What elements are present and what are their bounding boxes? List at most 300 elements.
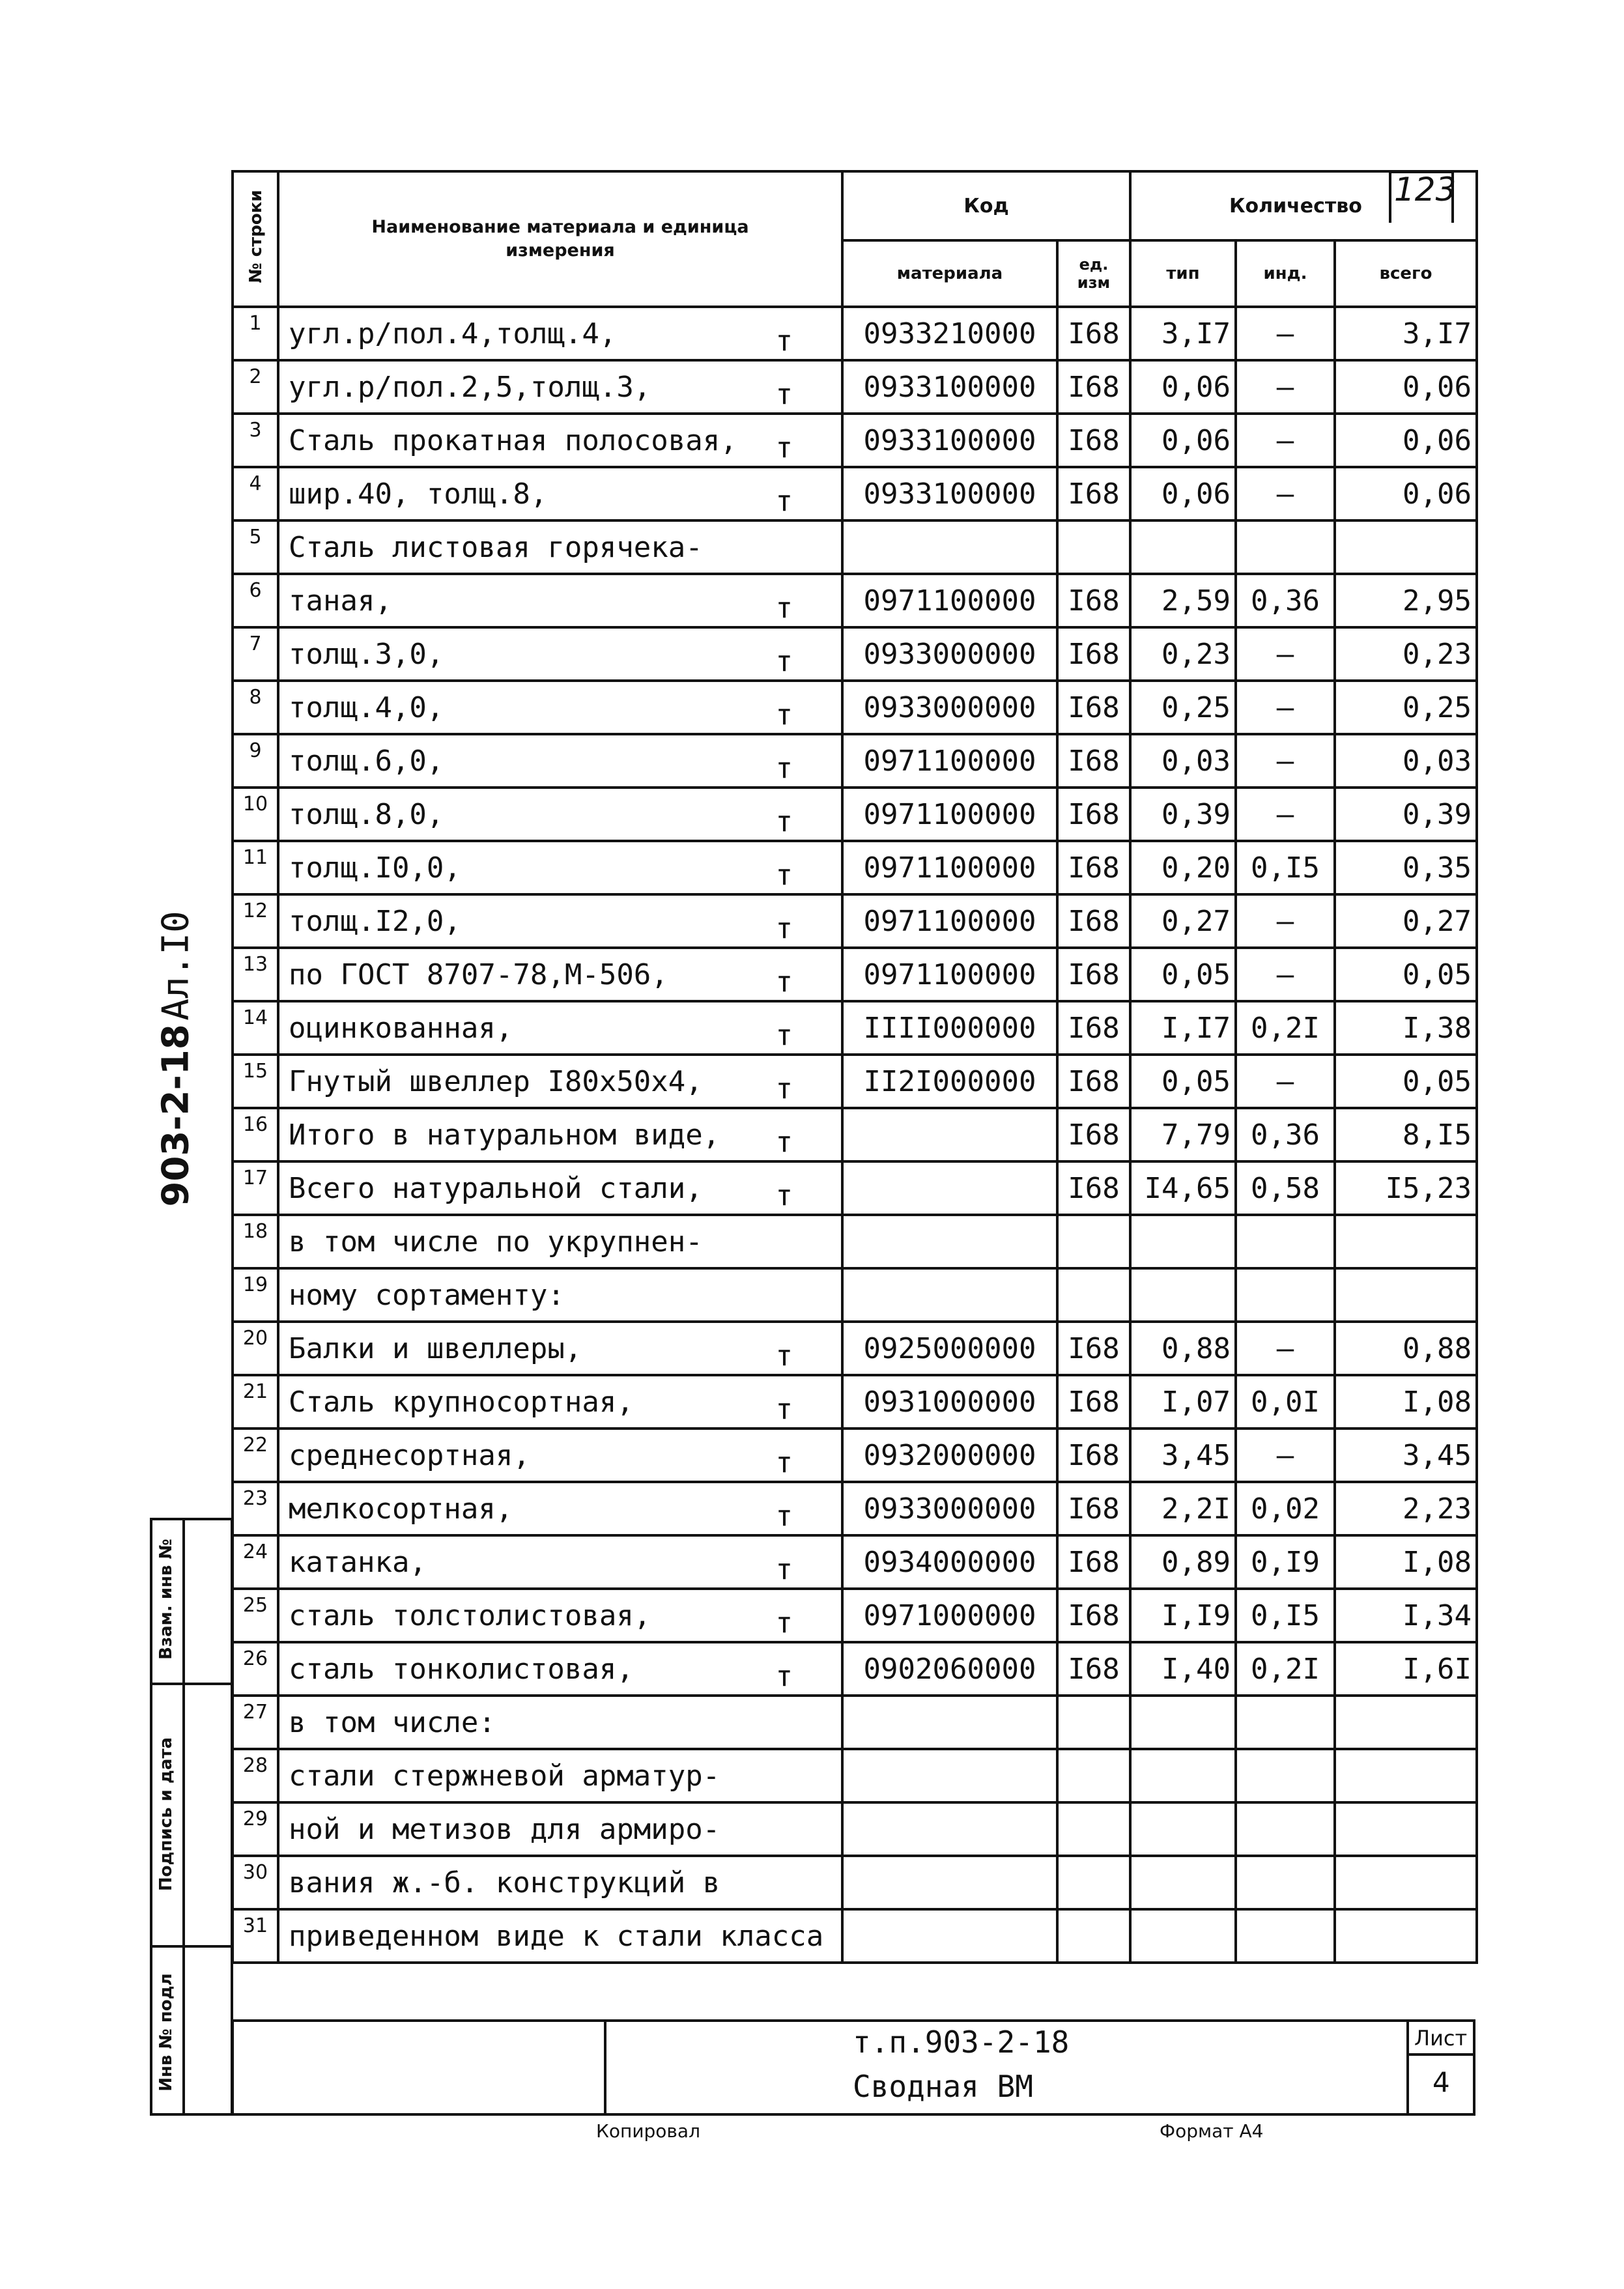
qty-tip: 7,79 bbox=[1130, 1108, 1236, 1161]
material-code: 0925000000 bbox=[842, 1322, 1057, 1375]
material-code: 0933100000 bbox=[842, 414, 1057, 467]
row-number: 12 bbox=[233, 894, 278, 948]
qty-total: 2,95 bbox=[1335, 574, 1477, 627]
qty-tip: 0,27 bbox=[1130, 894, 1236, 948]
row-number: 30 bbox=[233, 1856, 278, 1909]
material-name bbox=[278, 1535, 842, 1589]
qty-tip: 0,06 bbox=[1130, 360, 1236, 414]
qty-tip bbox=[1130, 1749, 1236, 1802]
material-name bbox=[278, 1215, 842, 1268]
unit-code: I68 bbox=[1057, 574, 1130, 627]
row-number: 26 bbox=[233, 1642, 278, 1696]
table-row bbox=[233, 1322, 1477, 1375]
material-name-text: среднесортная, bbox=[289, 1438, 530, 1472]
unit-of-measure: т bbox=[775, 1126, 793, 1159]
table-row bbox=[233, 520, 1477, 574]
unit-of-measure: т bbox=[775, 324, 793, 358]
unit-of-measure: т bbox=[775, 431, 793, 464]
unit-of-measure: т bbox=[775, 1019, 793, 1052]
qty-total: I,6I bbox=[1335, 1642, 1477, 1696]
table-row bbox=[233, 1161, 1477, 1215]
qty-ind bbox=[1236, 520, 1335, 574]
unit-of-measure: т bbox=[775, 1179, 793, 1212]
qty-ind: – bbox=[1236, 734, 1335, 788]
unit-of-measure: т bbox=[775, 752, 793, 785]
unit-of-measure: т bbox=[775, 912, 793, 945]
qty-tip: 0,20 bbox=[1130, 841, 1236, 894]
unit-of-measure: т bbox=[775, 698, 793, 732]
unit-code bbox=[1057, 1909, 1130, 1963]
table-row bbox=[233, 1482, 1477, 1535]
table-row bbox=[233, 307, 1477, 360]
side-stamp-hline bbox=[150, 1945, 233, 1948]
material-code: 0971100000 bbox=[842, 788, 1057, 841]
side-vzam-label: Взам. инв № bbox=[156, 1539, 176, 1660]
material-name bbox=[278, 1909, 842, 1963]
qty-ind: 0,58 bbox=[1236, 1161, 1335, 1215]
unit-code: I68 bbox=[1057, 1482, 1130, 1535]
qty-tip bbox=[1130, 1909, 1236, 1963]
material-name-text: Итого в натуральном виде, bbox=[289, 1118, 720, 1152]
qty-ind bbox=[1236, 1802, 1335, 1856]
material-name-text: толщ.I0,0, bbox=[289, 851, 461, 885]
material-name-text: угл.р/пол.4,толщ.4, bbox=[289, 317, 617, 350]
material-name bbox=[278, 788, 842, 841]
material-name-text: в том числе по укрупнен- bbox=[289, 1225, 703, 1258]
qty-total: 0,05 bbox=[1335, 1055, 1477, 1108]
qty-total: I,08 bbox=[1335, 1375, 1477, 1429]
qty-ind bbox=[1236, 1215, 1335, 1268]
row-number: 10 bbox=[233, 788, 278, 841]
unit-code bbox=[1057, 1802, 1130, 1856]
material-name-text: толщ.8,0, bbox=[289, 797, 444, 831]
table-row bbox=[233, 1856, 1477, 1909]
material-name bbox=[278, 627, 842, 681]
side-podpis-label: Подпись и дата bbox=[156, 1737, 176, 1892]
qty-tip: 0,03 bbox=[1130, 734, 1236, 788]
qty-ind: 0,I5 bbox=[1236, 1589, 1335, 1642]
qty-total: 8,I5 bbox=[1335, 1108, 1477, 1161]
row-number: 1 bbox=[233, 307, 278, 360]
qty-tip bbox=[1130, 520, 1236, 574]
unit-of-measure: т bbox=[775, 965, 793, 999]
material-code: II2I000000 bbox=[842, 1055, 1057, 1108]
qty-tip: I,I7 bbox=[1130, 1001, 1236, 1055]
unit-code: I68 bbox=[1057, 1001, 1130, 1055]
qty-total: 0,05 bbox=[1335, 948, 1477, 1001]
material-code: 0933100000 bbox=[842, 467, 1057, 520]
row-number: 21 bbox=[233, 1375, 278, 1429]
unit-code: I68 bbox=[1057, 841, 1130, 894]
material-name-text: Всего натуральной стали, bbox=[289, 1171, 703, 1205]
header-ind: инд. bbox=[1236, 240, 1335, 307]
qty-total bbox=[1335, 1215, 1477, 1268]
material-name-text: Гнутый швеллер I80х50х4, bbox=[289, 1064, 703, 1098]
unit-of-measure: т bbox=[775, 1393, 793, 1426]
unit-of-measure: т bbox=[775, 485, 793, 518]
material-name-text: оцинкованная, bbox=[289, 1011, 513, 1045]
material-name bbox=[278, 520, 842, 574]
header-qty: Количество bbox=[1130, 171, 1477, 240]
table-row bbox=[233, 1108, 1477, 1161]
row-number: 15 bbox=[233, 1055, 278, 1108]
table-row bbox=[233, 1215, 1477, 1268]
row-number: 27 bbox=[233, 1696, 278, 1749]
table-row bbox=[233, 1802, 1477, 1856]
unit-code bbox=[1057, 1856, 1130, 1909]
materials-table bbox=[231, 170, 1478, 1964]
material-name-text: приведенном виде к стали класса bbox=[289, 1919, 824, 1953]
unit-code: I68 bbox=[1057, 1055, 1130, 1108]
unit-code bbox=[1057, 1696, 1130, 1749]
row-number: 24 bbox=[233, 1535, 278, 1589]
qty-tip: I4,65 bbox=[1130, 1161, 1236, 1215]
material-name-text: ному сортаменту: bbox=[289, 1278, 565, 1312]
qty-ind: 0,2I bbox=[1236, 1001, 1335, 1055]
unit-code: I68 bbox=[1057, 1108, 1130, 1161]
material-name bbox=[278, 894, 842, 948]
qty-total: I5,23 bbox=[1335, 1161, 1477, 1215]
material-code bbox=[842, 1802, 1057, 1856]
material-name bbox=[278, 467, 842, 520]
material-code bbox=[842, 1161, 1057, 1215]
material-name bbox=[278, 734, 842, 788]
row-number: 8 bbox=[233, 681, 278, 734]
material-code: 0933000000 bbox=[842, 681, 1057, 734]
material-name bbox=[278, 360, 842, 414]
row-number: 16 bbox=[233, 1108, 278, 1161]
row-number: 31 bbox=[233, 1909, 278, 1963]
material-name bbox=[278, 948, 842, 1001]
qty-tip: 0,06 bbox=[1130, 467, 1236, 520]
material-code: 0971000000 bbox=[842, 1589, 1057, 1642]
qty-ind: 0,0I bbox=[1236, 1375, 1335, 1429]
side-inv-label: Инв № подл bbox=[156, 1973, 176, 2092]
qty-ind: 0,2I bbox=[1236, 1642, 1335, 1696]
unit-of-measure: т bbox=[775, 591, 793, 625]
qty-ind: – bbox=[1236, 467, 1335, 520]
table-row bbox=[233, 627, 1477, 681]
row-number: 19 bbox=[233, 1268, 278, 1322]
qty-tip: I,07 bbox=[1130, 1375, 1236, 1429]
material-code: 0971100000 bbox=[842, 734, 1057, 788]
qty-tip: 2,59 bbox=[1130, 574, 1236, 627]
material-code bbox=[842, 1108, 1057, 1161]
material-name-text: Балки и швеллеры, bbox=[289, 1331, 582, 1365]
unit-code: I68 bbox=[1057, 1535, 1130, 1589]
material-code: 0971100000 bbox=[842, 841, 1057, 894]
qty-ind: – bbox=[1236, 360, 1335, 414]
header-unit: ед. изм bbox=[1057, 240, 1130, 307]
unit-of-measure: т bbox=[775, 859, 793, 892]
qty-total: 0,88 bbox=[1335, 1322, 1477, 1375]
qty-total: 3,I7 bbox=[1335, 307, 1477, 360]
material-name bbox=[278, 841, 842, 894]
qty-tip: 3,I7 bbox=[1130, 307, 1236, 360]
qty-tip: 0,88 bbox=[1130, 1322, 1236, 1375]
qty-ind: 0,I9 bbox=[1236, 1535, 1335, 1589]
material-name-text: стали стержневой арматур- bbox=[289, 1759, 720, 1793]
qty-total: 0,06 bbox=[1335, 360, 1477, 414]
material-code: 0934000000 bbox=[842, 1535, 1057, 1589]
material-name bbox=[278, 1749, 842, 1802]
table-row bbox=[233, 1749, 1477, 1802]
row-number: 3 bbox=[233, 414, 278, 467]
qty-tip: 0,06 bbox=[1130, 414, 1236, 467]
table-row bbox=[233, 734, 1477, 788]
table-row bbox=[233, 788, 1477, 841]
qty-tip bbox=[1130, 1215, 1236, 1268]
qty-ind: – bbox=[1236, 627, 1335, 681]
material-name-text: сталь тонколистовая, bbox=[289, 1652, 634, 1686]
material-name-text: Сталь крупносортная, bbox=[289, 1385, 634, 1419]
material-name-text: ной и метизов для армиро- bbox=[289, 1812, 720, 1846]
material-name bbox=[278, 1429, 842, 1482]
side-stamp-hline bbox=[150, 1683, 233, 1685]
table-row bbox=[233, 1001, 1477, 1055]
unit-code: I68 bbox=[1057, 1642, 1130, 1696]
qty-tip: 0,89 bbox=[1130, 1535, 1236, 1589]
footer-sheet-label: Лист bbox=[1414, 2026, 1468, 2051]
material-code: 0933000000 bbox=[842, 627, 1057, 681]
material-name-text: по ГОСТ 8707-78,М-506, bbox=[289, 958, 668, 991]
table-row bbox=[233, 467, 1477, 520]
unit-code bbox=[1057, 520, 1130, 574]
footer-sheet-num: 4 bbox=[1432, 2066, 1450, 2098]
material-name bbox=[278, 1055, 842, 1108]
table-row bbox=[233, 841, 1477, 894]
qty-tip bbox=[1130, 1856, 1236, 1909]
material-code bbox=[842, 1696, 1057, 1749]
row-number: 23 bbox=[233, 1482, 278, 1535]
header-material: материала bbox=[842, 240, 1057, 307]
qty-total: 0,06 bbox=[1335, 414, 1477, 467]
material-name bbox=[278, 1482, 842, 1535]
table-row bbox=[233, 1589, 1477, 1642]
material-name-text: таная, bbox=[289, 584, 392, 618]
unit-code: I68 bbox=[1057, 948, 1130, 1001]
material-name-text: толщ.I2,0, bbox=[289, 904, 461, 938]
material-name bbox=[278, 414, 842, 467]
qty-ind: – bbox=[1236, 414, 1335, 467]
header-row-num: № строки bbox=[233, 171, 278, 307]
qty-total: 0,25 bbox=[1335, 681, 1477, 734]
page-number: 123 bbox=[1394, 171, 1457, 208]
format-label: Формат А4 bbox=[1160, 2120, 1264, 2142]
material-name bbox=[278, 1268, 842, 1322]
row-number: 17 bbox=[233, 1161, 278, 1215]
qty-total: 0,06 bbox=[1335, 467, 1477, 520]
qty-total bbox=[1335, 1802, 1477, 1856]
header-code: Код bbox=[842, 171, 1130, 240]
qty-total: 0,23 bbox=[1335, 627, 1477, 681]
qty-tip bbox=[1130, 1268, 1236, 1322]
side-stamp-vline bbox=[182, 1518, 185, 2116]
material-name bbox=[278, 1322, 842, 1375]
qty-tip: I,40 bbox=[1130, 1642, 1236, 1696]
material-name-text: сталь толстолистовая, bbox=[289, 1599, 651, 1632]
material-name-text: катанка, bbox=[289, 1545, 427, 1579]
row-number: 13 bbox=[233, 948, 278, 1001]
qty-ind: 0,36 bbox=[1236, 1108, 1335, 1161]
qty-ind bbox=[1236, 1909, 1335, 1963]
qty-tip: 0,05 bbox=[1130, 948, 1236, 1001]
material-name bbox=[278, 1856, 842, 1909]
qty-ind: – bbox=[1236, 1055, 1335, 1108]
title-block bbox=[231, 2019, 1475, 2116]
material-code: 0931000000 bbox=[842, 1375, 1057, 1429]
unit-code: I68 bbox=[1057, 734, 1130, 788]
material-name bbox=[278, 307, 842, 360]
unit-code: I68 bbox=[1057, 1429, 1130, 1482]
unit-of-measure: т bbox=[775, 1553, 793, 1586]
qty-ind: – bbox=[1236, 307, 1335, 360]
material-name-text: вания ж.-б. конструкций в bbox=[289, 1866, 720, 1899]
material-code bbox=[842, 1749, 1057, 1802]
unit-of-measure: т bbox=[775, 1660, 793, 1693]
qty-ind: – bbox=[1236, 1429, 1335, 1482]
qty-total bbox=[1335, 1909, 1477, 1963]
unit-of-measure: т bbox=[775, 1072, 793, 1105]
material-name bbox=[278, 1001, 842, 1055]
header-total: всего bbox=[1335, 240, 1477, 307]
row-number: 20 bbox=[233, 1322, 278, 1375]
unit-of-measure: т bbox=[775, 1339, 793, 1372]
material-code: 0971100000 bbox=[842, 948, 1057, 1001]
header-tip: тип bbox=[1130, 240, 1236, 307]
unit-of-measure: т bbox=[775, 1500, 793, 1533]
qty-ind bbox=[1236, 1268, 1335, 1322]
unit-code: I68 bbox=[1057, 414, 1130, 467]
qty-total bbox=[1335, 1749, 1477, 1802]
unit-code: I68 bbox=[1057, 467, 1130, 520]
material-name bbox=[278, 1161, 842, 1215]
row-number: 25 bbox=[233, 1589, 278, 1642]
table-row bbox=[233, 1055, 1477, 1108]
row-number: 18 bbox=[233, 1215, 278, 1268]
row-number: 28 bbox=[233, 1749, 278, 1802]
qty-total: I,08 bbox=[1335, 1535, 1477, 1589]
material-code: 0933100000 bbox=[842, 360, 1057, 414]
row-number: 6 bbox=[233, 574, 278, 627]
qty-total bbox=[1335, 1696, 1477, 1749]
row-number: 14 bbox=[233, 1001, 278, 1055]
unit-of-measure: т bbox=[775, 1606, 793, 1640]
qty-ind: 0,02 bbox=[1236, 1482, 1335, 1535]
table-row bbox=[233, 1268, 1477, 1322]
table-row bbox=[233, 414, 1477, 467]
material-name-text: в том числе: bbox=[289, 1705, 496, 1739]
qty-total: 2,23 bbox=[1335, 1482, 1477, 1535]
material-name bbox=[278, 1802, 842, 1856]
material-name-text: угл.р/пол.2,5,толщ.3, bbox=[289, 370, 651, 404]
qty-total: I,34 bbox=[1335, 1589, 1477, 1642]
table-row bbox=[233, 1429, 1477, 1482]
table-row bbox=[233, 1535, 1477, 1589]
table-row bbox=[233, 894, 1477, 948]
row-number: 4 bbox=[233, 467, 278, 520]
material-code: 0971100000 bbox=[842, 574, 1057, 627]
unit-code bbox=[1057, 1215, 1130, 1268]
material-code: 0971100000 bbox=[842, 894, 1057, 948]
material-code: IIII000000 bbox=[842, 1001, 1057, 1055]
qty-tip: I,I9 bbox=[1130, 1589, 1236, 1642]
qty-ind: – bbox=[1236, 1322, 1335, 1375]
qty-tip: 0,25 bbox=[1130, 681, 1236, 734]
row-number: 5 bbox=[233, 520, 278, 574]
material-code: 0933210000 bbox=[842, 307, 1057, 360]
row-number: 22 bbox=[233, 1429, 278, 1482]
qty-total: 0,39 bbox=[1335, 788, 1477, 841]
material-name bbox=[278, 1642, 842, 1696]
qty-ind: 0,I5 bbox=[1236, 841, 1335, 894]
footer-doc-title: Сводная ВМ bbox=[853, 2069, 1033, 2104]
qty-ind: – bbox=[1236, 681, 1335, 734]
material-code: 0902060000 bbox=[842, 1642, 1057, 1696]
qty-ind bbox=[1236, 1696, 1335, 1749]
table-row bbox=[233, 1909, 1477, 1963]
qty-total bbox=[1335, 1856, 1477, 1909]
row-number: 7 bbox=[233, 627, 278, 681]
material-name-text: Сталь листовая горячека- bbox=[289, 530, 703, 564]
unit-code: I68 bbox=[1057, 1322, 1130, 1375]
unit-of-measure: т bbox=[775, 1446, 793, 1479]
unit-code: I68 bbox=[1057, 360, 1130, 414]
qty-tip: 2,2I bbox=[1130, 1482, 1236, 1535]
qty-ind: – bbox=[1236, 894, 1335, 948]
material-name bbox=[278, 1696, 842, 1749]
qty-total: 0,27 bbox=[1335, 894, 1477, 948]
unit-code: I68 bbox=[1057, 1589, 1130, 1642]
unit-code bbox=[1057, 1268, 1130, 1322]
qty-total bbox=[1335, 1268, 1477, 1322]
table-row bbox=[233, 681, 1477, 734]
unit-code: I68 bbox=[1057, 627, 1130, 681]
footer-doc-code: т.п.903-2-18 bbox=[853, 2025, 1070, 2060]
table-row bbox=[233, 360, 1477, 414]
unit-code bbox=[1057, 1749, 1130, 1802]
row-number: 2 bbox=[233, 360, 278, 414]
material-code bbox=[842, 1215, 1057, 1268]
material-name bbox=[278, 574, 842, 627]
material-name bbox=[278, 681, 842, 734]
qty-total: 0,35 bbox=[1335, 841, 1477, 894]
qty-ind: – bbox=[1236, 788, 1335, 841]
unit-of-measure: т bbox=[775, 378, 793, 411]
qty-ind bbox=[1236, 1856, 1335, 1909]
qty-total: 0,03 bbox=[1335, 734, 1477, 788]
material-name-text: толщ.4,0, bbox=[289, 690, 444, 724]
material-name-text: Сталь прокатная полосовая, bbox=[289, 423, 737, 457]
material-code bbox=[842, 1268, 1057, 1322]
material-code: 0933000000 bbox=[842, 1482, 1057, 1535]
unit-code: I68 bbox=[1057, 681, 1130, 734]
material-code bbox=[842, 1909, 1057, 1963]
row-number: 11 bbox=[233, 841, 278, 894]
qty-total: I,38 bbox=[1335, 1001, 1477, 1055]
material-name-text: мелкосортная, bbox=[289, 1492, 513, 1526]
material-code bbox=[842, 520, 1057, 574]
side-album: Ал.I0 bbox=[154, 911, 197, 1021]
copied-label: Копировал bbox=[596, 2120, 700, 2142]
unit-of-measure: т bbox=[775, 645, 793, 678]
material-name bbox=[278, 1589, 842, 1642]
material-name bbox=[278, 1375, 842, 1429]
material-name-text: толщ.3,0, bbox=[289, 637, 444, 671]
qty-tip: 0,39 bbox=[1130, 788, 1236, 841]
row-number: 29 bbox=[233, 1802, 278, 1856]
header-name: Наименование материала и единица измерения bbox=[278, 171, 842, 307]
